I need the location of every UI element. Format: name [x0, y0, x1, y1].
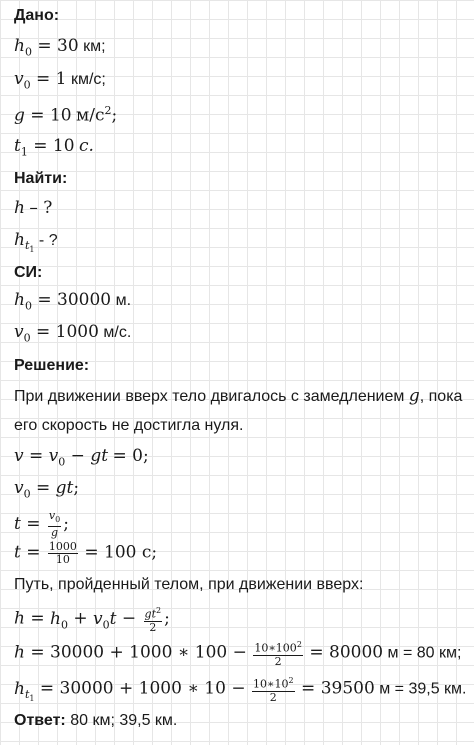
- si-v0: $v_0 = 1000$ м/с.: [14, 322, 132, 345]
- solution-text-1: При движении вверх тело двигалось с замедлением g, пока: [14, 386, 463, 406]
- given-g: g = 10 $м/с^2$;: [14, 104, 118, 126]
- eq-ht1-value: $h_{t_1} = 30000 + 1000$ ∗ 10 − $\frac{10∗10^2}{2}$ = 39500 м = 39,5 км.: [14, 676, 467, 704]
- solution-text-2: его скорость не достигла нуля.: [14, 417, 244, 434]
- eq-t-fraction: t = $\frac{v_0}{g}$ ;: [14, 509, 69, 540]
- answer: Ответ: 80 км; 39,5 км.: [14, 712, 178, 729]
- given-h0: $h_0 = 30$ км;: [14, 36, 106, 59]
- solution-text-3: Путь, пройденный телом, при движении вверх:: [14, 576, 364, 593]
- eq-h-formula: $h = h_0 + v_0t$ − $\frac{gt^2}{2}$ ;: [14, 606, 170, 634]
- find-ht1: $h_{t_1}$ - ?: [14, 230, 58, 255]
- given-t1: $t_1 = 10$ с.: [14, 136, 94, 159]
- eq-t-value: t = $\frac{1000}{10}$ = 100 с;: [14, 540, 158, 566]
- eq-h-value: h = 30000 + 1000 ∗ 100 − $\frac{10∗100^2}{2}$ = 80000 м = 80 км;: [14, 640, 462, 668]
- find-h: h – ?: [14, 198, 53, 218]
- find-heading: Найти:: [14, 170, 68, 187]
- given-heading: Дано:: [14, 7, 60, 24]
- given-v0: $v_0 = 1$ км/с;: [14, 69, 106, 92]
- si-h0: $h_0 = 30000$ м.: [14, 290, 132, 313]
- si-heading: СИ:: [14, 264, 43, 281]
- eq-velocity: $v = v_0$ − gt = 0;: [14, 446, 149, 469]
- eq-v0-gt: $v_0$ = gt;: [14, 478, 80, 501]
- solution-heading: Решение:: [14, 357, 90, 374]
